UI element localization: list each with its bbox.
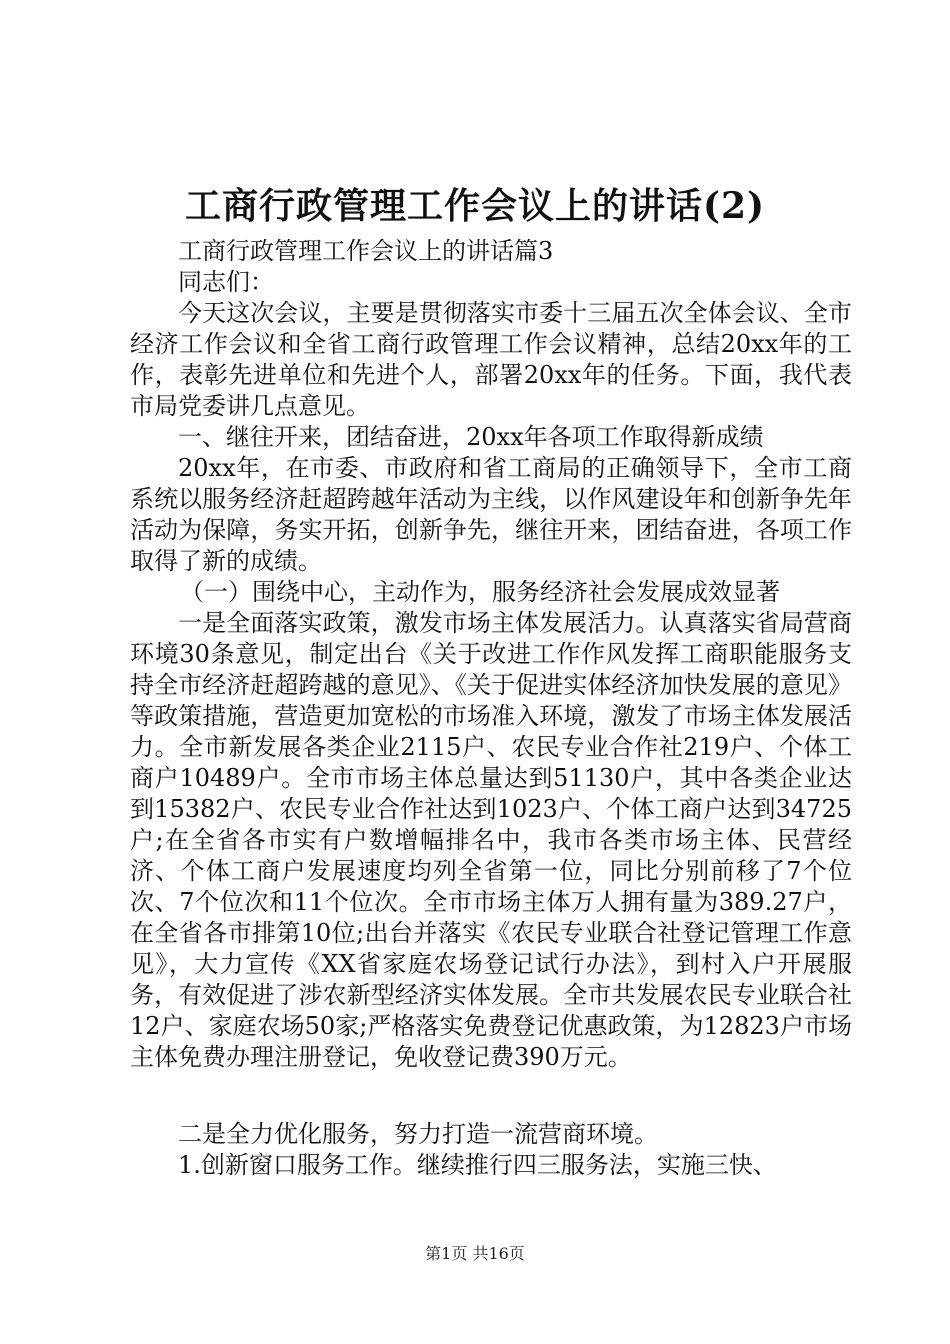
document-title: 工商行政管理工作会议上的讲话(2): [184, 185, 766, 227]
section-heading: 一、继往开来，团结奋进，20xx年各项工作取得新成绩: [178, 423, 764, 451]
subsection-heading: （一）围绕中心，主动作为，服务经济社会发展成效显著: [180, 578, 780, 606]
paragraph-spacer: [130, 1073, 852, 1119]
salutation-paragraph: 同志们：: [178, 268, 274, 296]
body-paragraph-2: 二是全力优化服务，努力打造一流营商环境。: [178, 1120, 658, 1148]
document-body: [130, 236, 852, 1181]
body-paragraph-1: 一是全面落实政策，激发市场主体发展活力。认真落实省局营商环境30条意见，制定出台《关于改进工作作风发挥工商职能服务支持全市经济赶超跨越的意见》、《关于促进实体经济加快发展的意见》等政策措施，营造更加宽松的市场准入环境，激发了市场主体发展活力。全市新发展各类企业2115户、农民专业合作社219户、个体工商户10489户。全市市场主体总量达到51130户，其中各类企业达到15382户、农民专业合作社达到1023户、个体工商户达到34725户;在全省各市实有户数增幅排名中，我市各类市场主体、民营经济、个体工商户发展速度均列全省第一位，同比分别前移了7个位次、7个位次和11个位次。全市市场主体万人拥有量为389.27户，在全省各市排第10位;出台并落实《农民专业联合社登记管理工作意见》，大力宣传《XX省家庭农场登记试行办法》，到村入户开展服务，有效促进了涉农新型经济实体发展。全市共发展农民专业联合社12户、家庭农场50家;严格落实免费登记优惠政策，为12823户市场主体免费办理注册登记，免收登记费390万元。: [130, 609, 852, 1071]
body-paragraph-3: 1.创新窗口服务工作。继续推行四三服务法，实施三快、: [178, 1151, 777, 1179]
page-footer: 第1页 共16页: [425, 1244, 525, 1263]
intro-paragraph: 今天这次会议，主要是贯彻落实市委十三届五次全体会议、全市经济工作会议和全省工商行政管理工作会议精神，总结20xx年的工作，表彰先进单位和先进个人，部署20xx年的任务。下面，我代表市局党委讲几点意见。: [130, 299, 852, 420]
section-paragraph: 20xx年，在市委、市政府和省工商局的正确领导下，全市工商系统以服务经济赶超跨越年活动为主线，以作风建设年和创新争先年活动为保障，务实开拓，创新争先，继往开来，团结奋进，各项工作取得了新的成绩。: [130, 454, 852, 575]
subtitle-paragraph: 工商行政管理工作会议上的讲话篇3: [178, 237, 554, 265]
